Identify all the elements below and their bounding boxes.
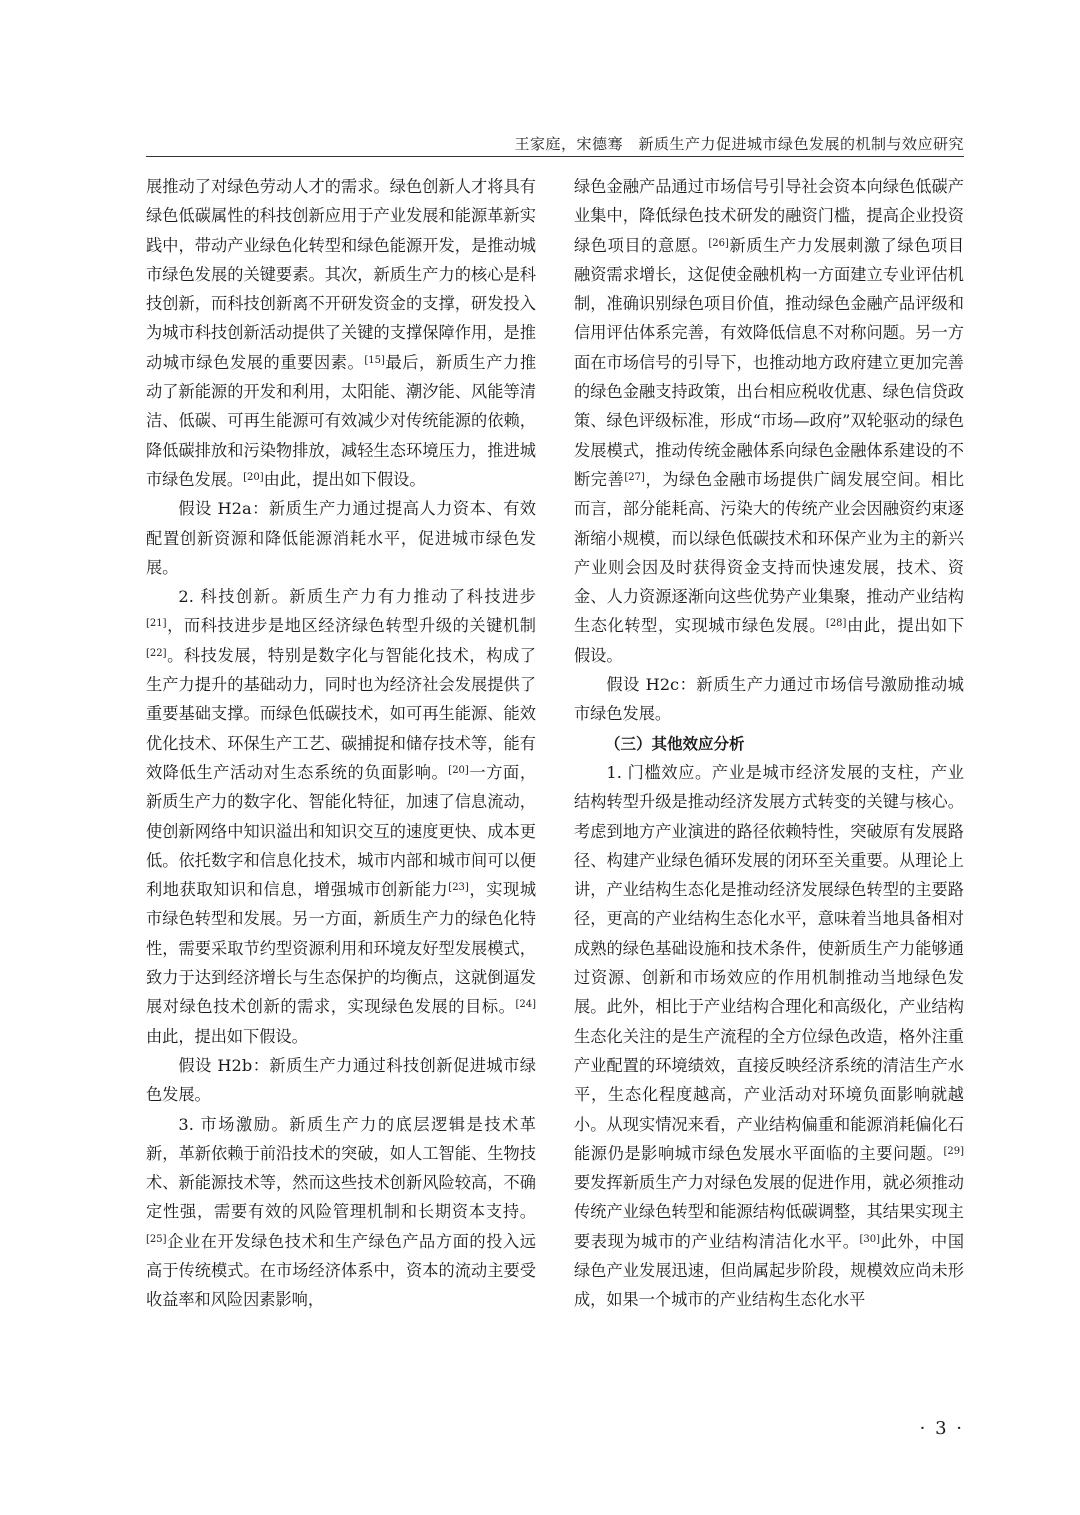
citation-ref: [27] — [624, 471, 645, 483]
paragraph — [146, 494, 536, 582]
text-run: 由此，提出如下假设。 — [146, 1026, 308, 1046]
text-run: 假设 H2c：新质生产力通过市场信号激励推动城市绿色发展。 — [574, 675, 964, 724]
text-run: 由此，提出如下假设。 — [263, 469, 426, 489]
page-number: · 3 · — [919, 1418, 964, 1439]
right-column — [574, 172, 964, 1315]
citation-ref: [25] — [146, 1233, 167, 1245]
citation-ref: [29] — [943, 1145, 964, 1157]
text-run: 展推动了对绿色劳动人才的需求。绿色创新人才将具有绿色低碳属性的科技创新应用于产业发展和能源革新实践中，带动产业绿色化转型和绿色能源开发，是推动城市绿色发展的关键要素。其次，新质生产力的核心是科技创新，而科技创新离不开研发资金的支撑，研发投入为城市科技创新活动提供了关键的支撑保障作用，是推动城市绿色发展的重要因素。 — [146, 177, 536, 372]
paragraph — [146, 582, 536, 1051]
text-run: 要发挥新质生产力对绿色发展的促进作用，就必须推动传统产业绿色转型和能源结构低碳调整，其结果实现主要表现为城市的产业结构清洁化水平。 — [574, 1173, 964, 1251]
text-run: 1. 门槛效应。产业是城市经济发展的支柱，产业结构转型升级是推动经济发展方式转变的关键与核心。考虑到地方产业演进的路径依赖特性，突破原有发展路径、构建产业绿色循环发展的闭环至关重要。从理论上讲，产业结构生态化是推动经济发展绿色转型的主要路径，更高的产业结构生态化水平，意味着当地具备相对成熟的绿色基础设施和技术条件，使新质生产力能够通过资源、创新和市场效应的作用机制推动当地绿色发展。此外，相比于产业结构合理化和高级化，产业结构生态化关注的是生产流程的全方位绿色改造，格外注重产业配置的环境绩效，直接反映经济系统的清洁生产水平，生态化程度越高，产业活动对环境负面影响就越小。从现实情况来看，产业结构偏重和能源消耗偏化石能源仍是影响城市绿色发展水平面临的主要问题。 — [574, 762, 964, 1163]
paragraph — [574, 670, 964, 729]
section-heading — [574, 729, 964, 758]
paragraph — [146, 1110, 536, 1315]
text-run: 此外，中国绿色产业发展迅速，但尚属起步阶段，规模效应尚未形成，如果一个城市的产业结构生态化水平 — [574, 1231, 965, 1310]
running-header: 王家庭，宋德骞 新质生产力促进城市绿色发展的机制与效应研究 — [514, 135, 964, 153]
citation-ref: [15] — [364, 354, 385, 366]
citation-ref: [28] — [825, 618, 847, 630]
text-run: ，为绿色金融市场提供广阔发展空间。相比而言，部分能耗高、污染大的传统产业会因融资约束逐渐缩小规模，而以绿色低碳技术和环保产业为主的新兴产业则会因及时获得资金支持而快速发展，技术、资金、人力资源逐渐向这些优势产业集聚，推动产业结构生态化转型，实现城市绿色发展。 — [574, 469, 965, 636]
citation-ref: [30] — [859, 1233, 881, 1245]
citation-ref: [22] — [146, 647, 167, 659]
paragraph — [574, 758, 964, 1315]
text-run: ，而科技进步是地区经济绿色转型升级的关键机制 — [166, 616, 536, 636]
text-run: ，实现城市绿色转型和发展。另一方面，新质生产力的绿色化特性，需要采取节约型资源利用和环境友好型发展模式，致力于达到经济增长与生态保护的均衡点，这就倒逼发展对绿色技术创新的需求，实现绿色发展的目标。 — [146, 880, 537, 1017]
text-run: 一方面，新质生产力的数字化、智能化特征，加速了信息流动，使创新网络中知识溢出和知识交互的速度更快、成本更低。依托数字和信息化技术，城市内部和城市间可以便利地获取知识和信息，增强城市创新能力 — [146, 762, 537, 900]
citation-ref: [24] — [515, 999, 536, 1011]
text-run: 由此，提出如下假设。 — [574, 616, 965, 665]
citation-ref: [20] — [448, 764, 469, 776]
text-run: （三）其他效应分析 — [605, 733, 745, 753]
text-run: 3. 市场激励。新质生产力的底层逻辑是技术革新，革新依赖于前沿技术的突破，如人工智能、生物技术、新能源技术等，然而这些技术创新风险较高，不确定性强，需要有效的风险管理机制和长期资本支持。 — [146, 1114, 536, 1222]
citation-ref: [26] — [708, 237, 729, 249]
text-run: 企业在开发绿色技术和生产绿色产品方面的投入远高于传统模式。在市场经济体系中，资本的流动主要受收益率和风险因素影响， — [146, 1231, 536, 1310]
paragraph — [146, 1051, 536, 1110]
paragraph — [574, 172, 964, 670]
citation-ref: [21] — [146, 618, 167, 630]
text-run: 2. 科技创新。新质生产力有力推动了科技进步 — [178, 587, 536, 607]
citation-ref: [23] — [448, 882, 469, 894]
text-run: 假设 H2a：新质生产力通过提高人力资本、有效配置创新资源和降低能源消耗水平，促进城市绿色发展。 — [146, 499, 536, 577]
text-run: 绿色金融产品通过市场信号引导社会资本向绿色低碳产业集中，降低绿色技术研发的融资门槛，提高企业投资绿色项目的意愿。 — [574, 177, 964, 255]
text-run: 假设 H2b：新质生产力通过科技创新促进城市绿色发展。 — [146, 1055, 536, 1105]
header-rule — [146, 156, 964, 157]
citation-ref: [20] — [243, 471, 264, 483]
left-column — [146, 172, 536, 1315]
text-run: 新质生产力发展刺激了绿色项目融资需求增长，这促使金融机构一方面建立专业评估机制，准确识别绿色项目价值，推动绿色金融产品评级和信用评估体系完善，有效降低信息不对称问题。另一方面在市场信号的引导下，也推动地方政府建立更加完善的绿色金融支持政策，出台相应税收优惠、绿色信贷政策、绿色评级标准，形成“市场—政府”双轮驱动的绿色发展模式，推动传统金融体系向绿色金融体系建设的不断完善 — [574, 235, 965, 489]
text-run: 最后，新质生产力推动了新能源的开发和利用，太阳能、潮汐能、风能等清洁、低碳、可再生能源可有效减少对传统能源的依赖，降低碳排放和污染物排放，减轻生态环境压力，推进城市绿色发展。 — [146, 352, 537, 489]
paragraph — [146, 172, 536, 494]
text-run: 。科技发展，特别是数字化与智能化技术，构成了生产力提升的基础动力，同时也为经济社会发展提供了重要基础支撑。而绿色低碳技术，如可再生能源、能效优化技术、环保生产工艺、碳捕捉和储存技术等，能有效降低生产活动对生态系统的负面影响。 — [146, 645, 536, 782]
